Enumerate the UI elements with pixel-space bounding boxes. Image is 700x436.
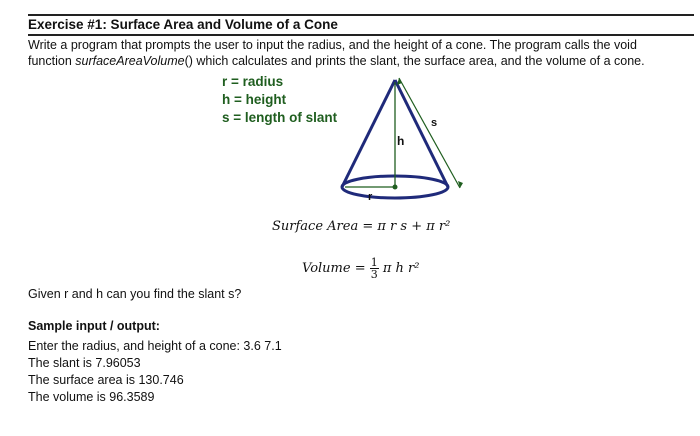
sample-line: The slant is 7.96053 <box>28 356 141 370</box>
volume-fraction <box>370 257 379 280</box>
fraction-numerator: 1 <box>370 256 378 269</box>
volume-lhs: Volume = <box>302 261 370 276</box>
volume-rhs: π h r² <box>378 261 420 276</box>
fraction-denominator: 3 <box>370 268 378 281</box>
function-name: surfaceAreaVolume <box>75 54 185 68</box>
r-label: r <box>368 191 373 203</box>
description-line-2-post: () which calculates and prints the slant, the surface area, and the volume of a cone. <box>184 54 645 68</box>
variable-legend <box>222 73 337 127</box>
exercise-heading: Exercise #1: Surface Area and Volume of a Cone <box>28 14 694 34</box>
sample-line: The surface area is 130.746 <box>28 373 184 387</box>
description-line-1: Write a program that prompts the user to input the radius, and the height of a cone. The program calls the void <box>28 38 637 52</box>
h-label: h <box>397 134 405 148</box>
slant-arrow <box>399 78 460 188</box>
cone-diagram <box>330 74 470 204</box>
legend-height: h = height <box>222 92 287 107</box>
s-label: s <box>431 117 438 129</box>
sample-line: Enter the radius, and height of a cone: 3.6 7.1 <box>28 339 282 353</box>
slant-question: Given r and h can you find the slant s? <box>28 287 242 301</box>
surface-area-formula: Surface Area = π r s + π r² <box>272 219 451 234</box>
base-center-dot <box>393 185 398 190</box>
heading-underline <box>28 34 694 36</box>
description-line-2-pre: function <box>28 54 76 68</box>
legend-radius: r = radius <box>222 74 284 89</box>
cone-left-side <box>342 80 395 187</box>
description-line-2 <box>28 53 694 69</box>
legend-slant: s = length of slant <box>222 110 338 125</box>
sample-io <box>28 338 282 406</box>
volume-formula <box>302 257 419 280</box>
sample-line: The volume is 96.3589 <box>28 390 155 404</box>
exercise-description <box>28 37 694 69</box>
sample-title: Sample input / output: <box>28 319 160 333</box>
